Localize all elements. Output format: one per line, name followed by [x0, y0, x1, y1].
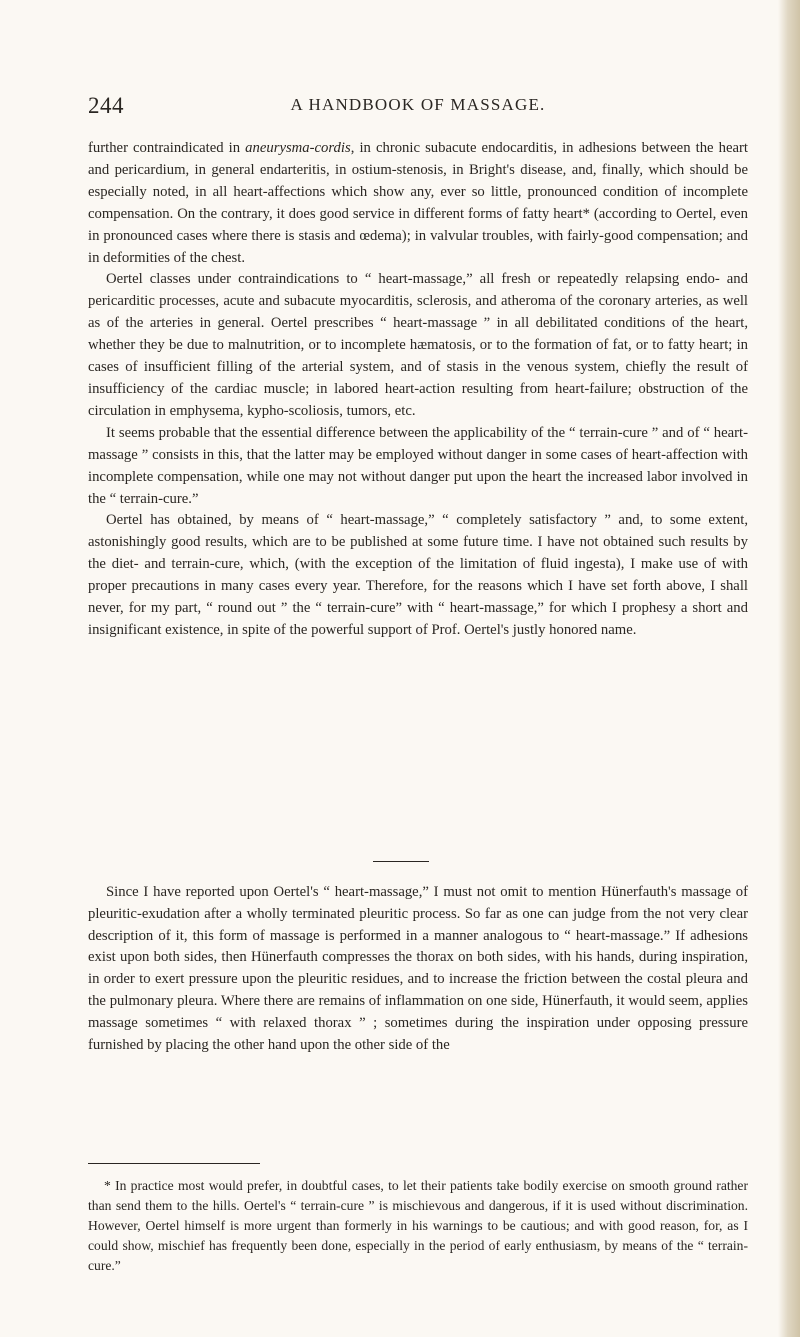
- paragraph-4: Oertel has obtained, by means of “ heart-massage,” “ completely satisfactory ” and, to some extent, astonishingly good results, which are to be published at some future time. I have not obtained such results by the diet- and terrain-cure, which, (with the exception of the limitation of fluid ingesta), I make use of with proper precautions in many cases every year. Therefore, for the reasons which I have set forth above, I shall never, for my part, “ round out ” the “ terrain-cure” with “ heart-massage,” for which I prophesy a short and insignificant existence, in spite of the powerful support of Prof. Oertel's justly honored name.: [88, 512, 748, 638]
- paragraph-1: [88, 138, 748, 269]
- main-text-block: [88, 138, 748, 642]
- paragraph-3: It seems probable that the essential difference between the applicability of the “ terrain-cure ” and of “ heart-massage ” consists in this, that the latter may be employed without danger in some cases of heart-affection with incomplete compensation, while one may not without danger put upon the heart the increased labor involved in the “ terrain-cure.”: [88, 424, 748, 507]
- footnote: [88, 1176, 748, 1276]
- footnote-rule: [88, 1163, 260, 1164]
- second-text-block: [88, 882, 748, 1056]
- paragraph-5: Since I have reported upon Oertel's “ heart-massage,” I must not omit to mention Hünerfauth's massage of pleuritic-exudation after a wholly terminated pleuritic process. So far as one can judge from the not very clear description of it, this form of massage is performed in a manner analogous to “ heart-massage.” If adhesions exist upon both sides, then Hünerfauth compresses the thorax on both sides, with his hands, during inspiration, in order to exert pressure upon the pleuritic residues, and to increase the friction between the costal pleura and the pulmonary pleura. Where there are remains of inflammation on one side, Hünerfauth, it would seem, applies massage sometimes “ with relaxed thorax ” ; sometimes during the inspiration under opposing pressure furnished by placing the other hand upon the other side of the: [88, 884, 748, 1053]
- page-header: [88, 93, 748, 119]
- footnote-text: * In practice most would prefer, in doubtful cases, to let their patients take bodily exercise on smooth ground rather than send them to the hills. Oertel's “ terrain-cure ” is mischievous and dangerous, if it is used without discrimination. However, Oertel himself is more urgent than formerly in his warnings to be cautious; and with good reason, for, as I could show, mischief has frequently been done, especially in the period of early enthusiasm, by means of the “ terrain-cure.”: [88, 1178, 748, 1273]
- running-head: A HANDBOOK OF MASSAGE.: [290, 95, 546, 114]
- section-divider-rule: [373, 861, 429, 862]
- paragraph-1-start: further contraindicated in: [88, 140, 246, 156]
- page-edge-shadow: [778, 0, 800, 1337]
- paragraph-2: Oertel classes under contraindications to “ heart-massage,” all fresh or repeatedly relapsing endo- and pericarditic processes, acute and subacute myocarditis, sclerosis, and atheroma of the coronary arteries, as well as of the arteries in general. Oertel prescribes “ heart-massage ” in all debilitated conditions of the heart, whether they be due to malnutrition, or to incomplete hæmatosis, or to the formation of fat, or to fatty heart; in cases of insufficient filling of the arterial system, and of stasis in the venous system, chiefly the result of insufficiency of the cardiac muscle; in labored heart-action resulting from heart-failure; obstruction of the circulation in emphysema, kypho-scoliosis, tumors, etc.: [88, 271, 748, 419]
- paragraph-1-italic-term: aneurysma-cordis: [245, 140, 351, 156]
- paragraph-1-rest: , in chronic subacute endocarditis, in adhesions between the heart and pericardium, in general endarteritis, in ostium-stenosis, in Bright's disease, and, finally, which should be especially noted, in all heart-affections which show any, ever so little, pronounced condition of incomplete compensation. On the contrary, it does good service in different forms of fatty heart* (according to Oertel, even in pronounced cases where there is stasis and œdema); in valvular troubles, with fairly-good compensation; and in deformities of the chest.: [88, 140, 748, 266]
- page-number: 244: [88, 93, 124, 118]
